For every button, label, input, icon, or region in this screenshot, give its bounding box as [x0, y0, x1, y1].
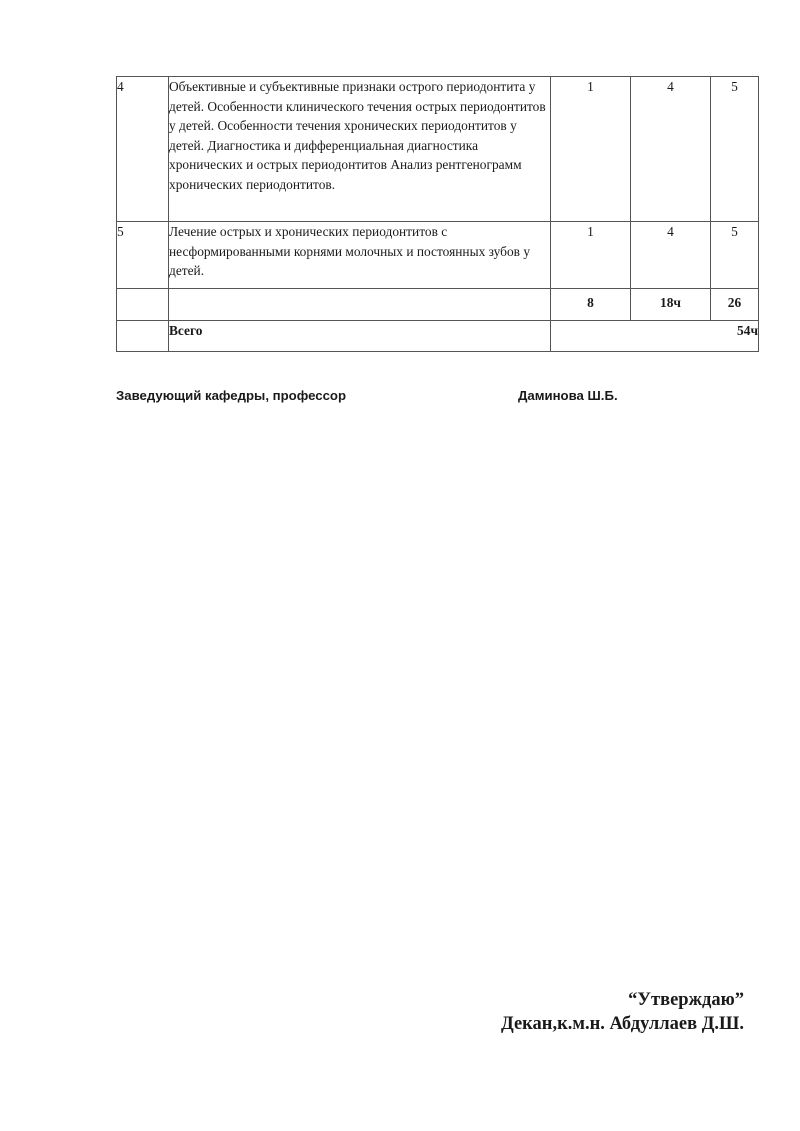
approval-signatory: Декан,к.м.н. Абдуллаев Д.Ш. — [501, 1014, 744, 1034]
approval-block — [501, 988, 744, 1036]
signature-block — [116, 388, 676, 403]
row-number: 4 — [117, 77, 169, 222]
sum-row — [117, 289, 759, 321]
row-lecture-hours: 1 — [551, 222, 631, 289]
table-row — [117, 222, 759, 289]
row-lecture-hours: 1 — [551, 77, 631, 222]
approval-title: “Утверждаю” — [628, 990, 744, 1010]
row-practice-hours: 4 — [631, 222, 711, 289]
sum-lecture-hours: 8 — [551, 289, 631, 321]
sum-total-hours: 26 — [711, 289, 759, 321]
signature-position: Заведующий кафедры, профессор — [116, 388, 347, 403]
empty-cell — [169, 289, 551, 321]
row-topic: Объективные и субъективные признаки острого периодонтита у детей. Особенности клинического течения острых периодонтитов у детей. Особенности течения хронических периодонтитов у детей. Диагностика и дифференциальная диагностика хронических и острых периодонтитов Анализ рентгенограмм хронических периодонтитов. — [169, 77, 551, 222]
total-label: Всего — [169, 321, 551, 352]
empty-cell — [117, 289, 169, 321]
total-value: 54ч — [551, 321, 759, 352]
row-number: 5 — [117, 222, 169, 289]
table-row — [117, 77, 759, 222]
total-row — [117, 321, 759, 352]
empty-cell — [117, 321, 169, 352]
row-practice-hours: 4 — [631, 77, 711, 222]
row-topic: Лечение острых и хронических периодонтитов с несформированными корнями молочных и постоянных зубов у детей. — [169, 222, 551, 289]
syllabus-table — [116, 76, 759, 352]
row-total-hours: 5 — [711, 222, 759, 289]
signature-name: Даминова Ш.Б. — [518, 388, 618, 403]
row-total-hours: 5 — [711, 77, 759, 222]
sum-practice-hours: 18ч — [631, 289, 711, 321]
